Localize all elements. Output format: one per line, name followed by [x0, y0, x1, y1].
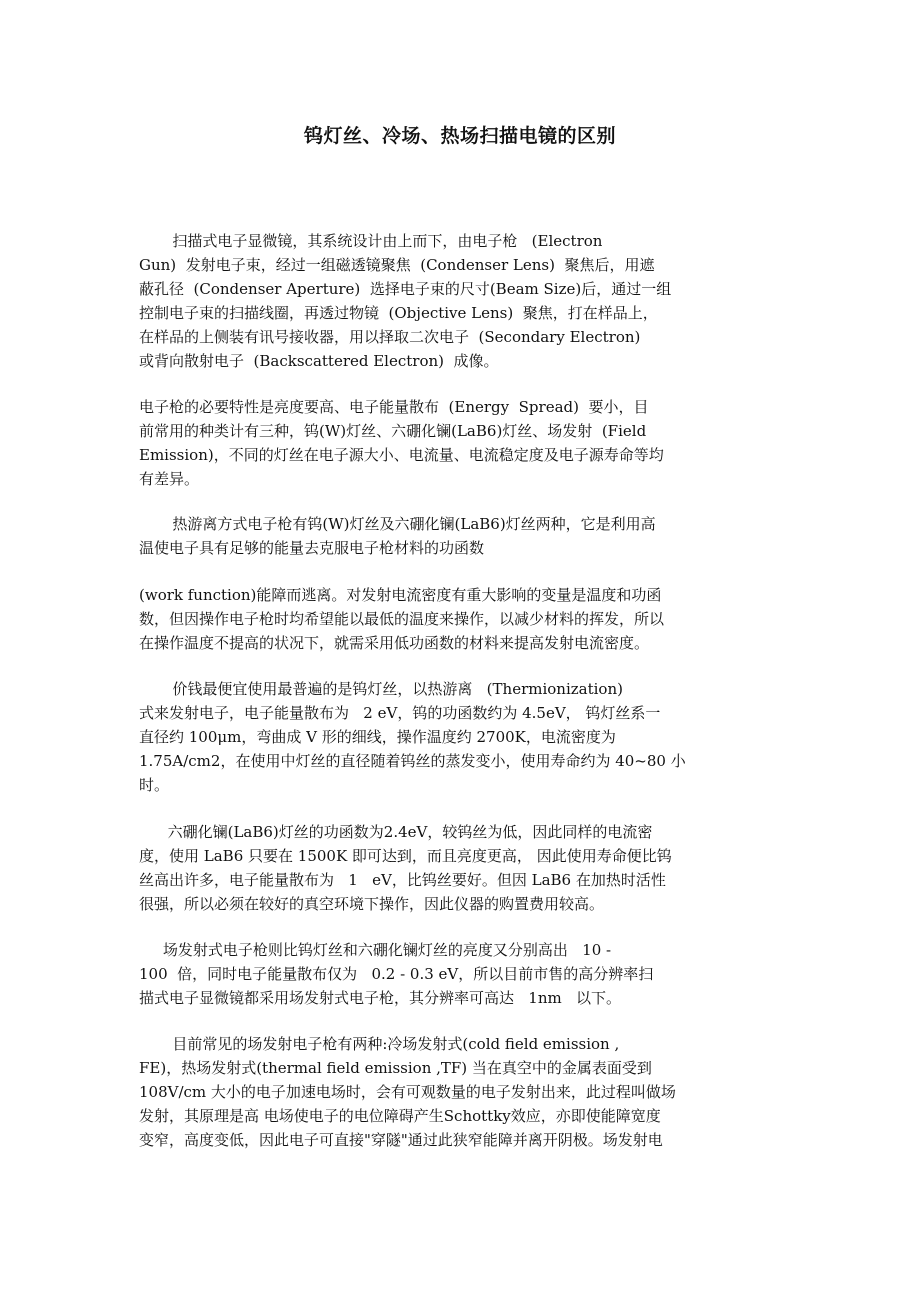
text-line: FE)，热场发射式(thermal field emission ,TF) 当在真空中的金属表面受到 [139, 1059, 652, 1077]
text-line: 蔽孔径 (Condenser Aperture) 选择电子束的尺寸(Beam Size)后，通过一组 [139, 280, 672, 298]
text-line: 在样品的上侧装有讯号接收器，用以择取二次电子 (Secondary Electron) [139, 328, 641, 346]
text-line: 时。 [139, 776, 170, 794]
text-line: 数，但因操作电子枪时均希望能以最低的温度来操作，以减少材料的挥发，所以 [139, 610, 665, 628]
text-line: 温使电子具有足够的能量去克服电子枪材料的功函数 [139, 539, 485, 557]
text-line: 式来发射电子，电子能量散布为 2 eV，钨的功函数约为 4.5eV， 钨灯丝系一 [139, 704, 661, 722]
text-line: 电子枪的必要特性是亮度要高、电子能量散布 (Energy Spread) 要小，目 [139, 398, 649, 416]
text-line: 价钱最便宜使用最普遍的是钨灯丝，以热游离 (Thermionization) [139, 680, 623, 698]
document-title: 钨灯丝、冷场、热场扫描电镜的区别 [303, 125, 616, 147]
text-line: 热游离方式电子枪有钨(W)灯丝及六硼化镧(LaB6)灯丝两种，它是利用高 [139, 515, 656, 533]
text-line: 在操作温度不提高的状况下，就需采用低功函数的材料来提高发射电流密度。 [139, 634, 650, 652]
text-line: 100 倍，同时电子能量散布仅为 0.2 - 0.3 eV，所以目前市售的高分辨率扫 [139, 965, 654, 983]
text-line: 或背向散射电子 (Backscattered Electron) 成像。 [139, 352, 499, 370]
text-line: 目前常见的场发射电子枪有两种:冷场发射式(cold field emission , [139, 1035, 620, 1053]
text-line: 108V/cm 大小的电子加速电场时，会有可观数量的电子发射出来，此过程叫做场 [139, 1083, 676, 1101]
text-line: 度，使用 LaB6 只要在 1500K 即可达到，而且亮度更高， 因此使用寿命便比钨 [139, 847, 672, 865]
text-line: 扫描式电子显微镜，其系统设计由上而下，由电子枪 (Electron [139, 232, 603, 250]
text-line: 变窄，高度变低，因此电子可直接"穿隧"通过此狭窄能障并离开阴极。场发射电 [139, 1131, 663, 1149]
text-line: 六硼化镧(LaB6)灯丝的功函数为2.4eV，较钨丝为低，因此同样的电流密 [139, 823, 653, 841]
text-line: Emission)，不同的灯丝在电子源大小、电流量、电流稳定度及电子源寿命等均 [139, 446, 664, 464]
text-line: 直径约 100μm，弯曲成 V 形的细线，操作温度约 2700K，电流密度为 [139, 728, 616, 746]
text-line: Gun) 发射电子束，经过一组磁透镜聚焦 (Condenser Lens) 聚焦后，用遮 [139, 256, 655, 274]
text-line: 发射，其原理是高 电场使电子的电位障碍产生Schottky效应，亦即使能障宽度 [139, 1107, 661, 1125]
text-line: 场发射式电子枪则比钨灯丝和六硼化镧灯丝的亮度又分别高出 10 - [139, 941, 612, 959]
text-line: (work function)能障而逃离。对发射电流密度有重大影响的变量是温度和功函 [139, 586, 662, 604]
text-line: 描式电子显微镜都采用场发射式电子枪，其分辨率可高达 1nm 以下。 [139, 989, 622, 1007]
text-line: 丝高出许多，电子能量散布为 1 eV，比钨丝要好。但因 LaB6 在加热时活性 [139, 871, 666, 889]
text-line: 有差异。 [139, 470, 200, 488]
text-line: 控制电子束的扫描线圈，再透过物镜 (Objective Lens) 聚焦，打在样品上， [139, 304, 658, 322]
text-line: 1.75A/cm2，在使用中灯丝的直径随着钨丝的蒸发变小，使用寿命约为 40~80 小 [139, 752, 686, 770]
text-line: 前常用的种类计有三种，钨(W)灯丝、六硼化镧(LaB6)灯丝、场发射 (Field [139, 422, 647, 440]
text-line: 很强，所以必须在较好的真空环境下操作，因此仪器的购置费用较高。 [139, 895, 605, 913]
